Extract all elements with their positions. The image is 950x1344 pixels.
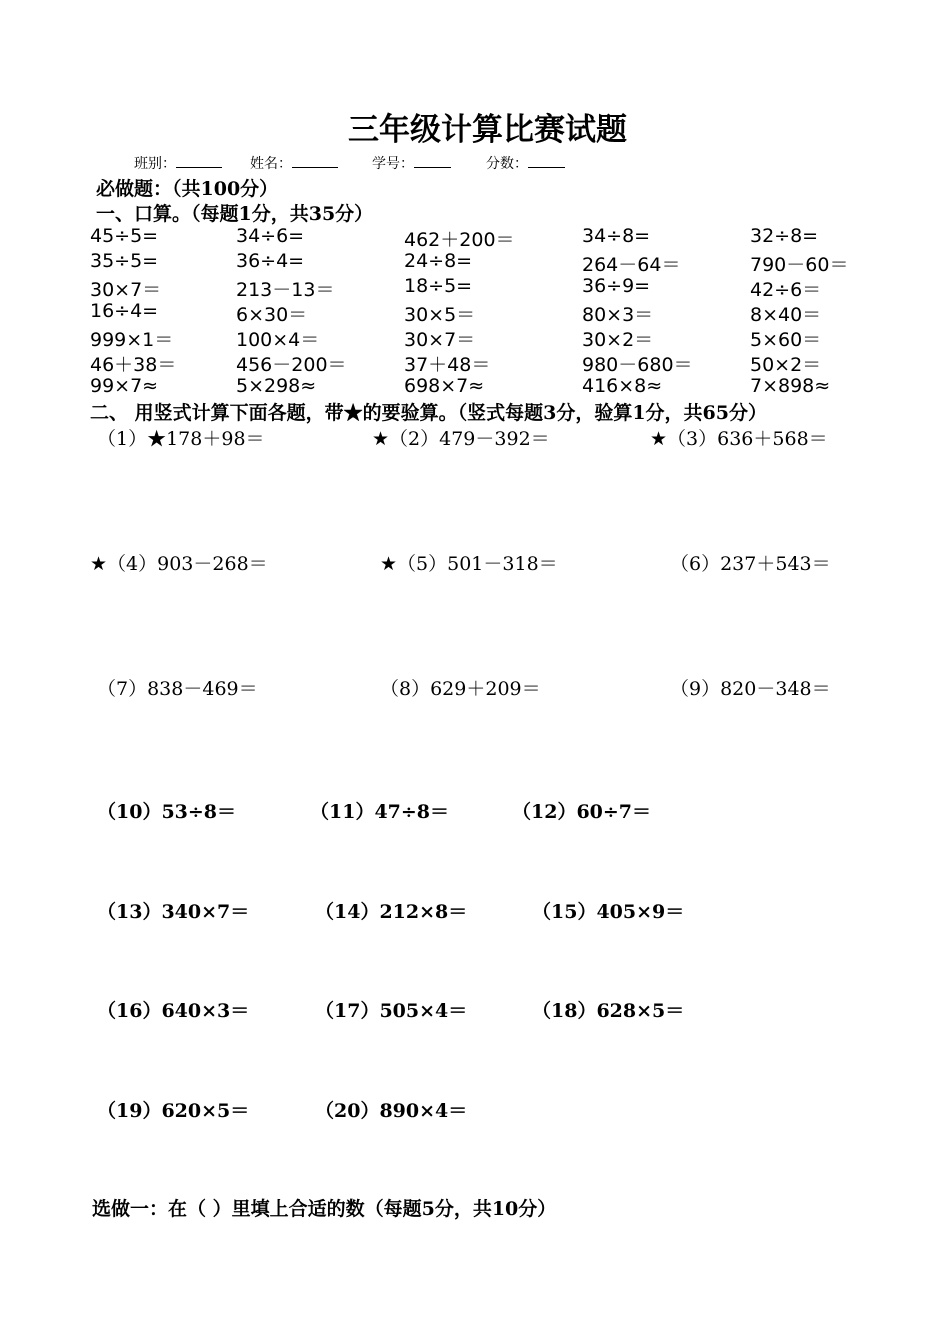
score-field [486,153,565,173]
oral-item: 30×2＝ [582,329,654,351]
class-label: 班别： [134,156,176,172]
problem-8: （8）629＋209＝ [380,678,541,700]
required-heading: 必做题：（共100分） [96,178,279,200]
oral-item: 36÷4= [236,250,305,272]
oral-item: 50×2＝ [750,354,822,376]
oral-item: 462＋200＝ [404,229,515,251]
oral-item: 99×7≈ [90,375,159,397]
student-id-label: 学号： [372,156,414,172]
oral-item: 790－60＝ [750,254,849,276]
problem-4: ★（4）903－268＝ [90,553,268,575]
oral-item: 30×7＝ [90,279,162,301]
oral-item: 8×40＝ [750,304,822,326]
student-id-field [372,153,451,173]
oral-item: 456－200＝ [236,354,347,376]
problem-1: （1）★178＋98＝ [97,428,265,450]
oral-item: 213－13＝ [236,279,335,301]
class-blank [176,167,222,168]
problem-2: ★（2）479－392＝ [372,428,550,450]
problem-10: （10）53÷8＝ [97,801,237,823]
section2-heading: 二、 用竖式计算下面各题，带★的要验算。（竖式每题3分，验算1分，共65分） [90,402,767,424]
oral-item: 5×60＝ [750,329,822,351]
problem-18: （18）628×5＝ [532,1000,685,1022]
oral-item: 5×298≈ [236,375,317,397]
problem-9: （9）820－348＝ [670,678,831,700]
problem-15: （15）405×9＝ [532,901,685,923]
oral-item: 46＋38＝ [90,354,177,376]
oral-item: 7×898≈ [750,375,831,397]
problem-3: ★（3）636＋568＝ [650,428,828,450]
oral-item: 34÷6= [236,225,305,247]
page-title: 三年级计算比赛试题 [348,112,627,148]
oral-item: 45÷5= [90,225,159,247]
oral-item: 16÷4= [90,300,159,322]
oral-item: 18÷5= [404,275,473,297]
oral-item: 6×30＝ [236,304,308,326]
oral-item: 698×7≈ [404,375,485,397]
name-field [250,153,338,173]
problem-16: （16）640×3＝ [97,1000,250,1022]
oral-item: 80×3＝ [582,304,654,326]
problem-12: （12）60÷7＝ [512,801,652,823]
problem-6: （6）237＋543＝ [670,553,831,575]
score-blank [528,167,565,168]
oral-item: 34÷8= [582,225,651,247]
oral-item: 30×7＝ [404,329,476,351]
name-label: 姓名： [250,156,292,172]
oral-item: 32÷8= [750,225,819,247]
oral-item: 35÷5= [90,250,159,272]
oral-item: 24÷8= [404,250,473,272]
problem-20: （20）890×4＝ [315,1100,468,1122]
oral-item: 37＋48＝ [404,354,491,376]
oral-item: 42÷6＝ [750,279,822,301]
oral-item: 100×4＝ [236,329,320,351]
oral-item: 264－64＝ [582,254,681,276]
oral-item: 36÷9= [582,275,651,297]
name-blank [292,167,338,168]
problem-17: （17）505×4＝ [315,1000,468,1022]
problem-13: （13）340×7＝ [97,901,250,923]
problem-11: （11）47÷8＝ [310,801,450,823]
score-label: 分数： [486,156,528,172]
problem-5: ★（5）501－318＝ [380,553,558,575]
oral-item: 999×1＝ [90,329,174,351]
problem-19: （19）620×5＝ [97,1100,250,1122]
section1-heading: 一、口算。（每题1分，共35分） [96,203,374,225]
oral-item: 30×5＝ [404,304,476,326]
oral-item: 416×8≈ [582,375,663,397]
oral-item: 980－680＝ [582,354,693,376]
optional1-heading: 选做一：在（ ）里填上合适的数（每题5分，共10分） [92,1198,557,1220]
problem-7: （7）838－469＝ [97,678,258,700]
student-id-blank [414,167,451,168]
problem-14: （14）212×8＝ [315,901,468,923]
class-field [134,153,222,173]
